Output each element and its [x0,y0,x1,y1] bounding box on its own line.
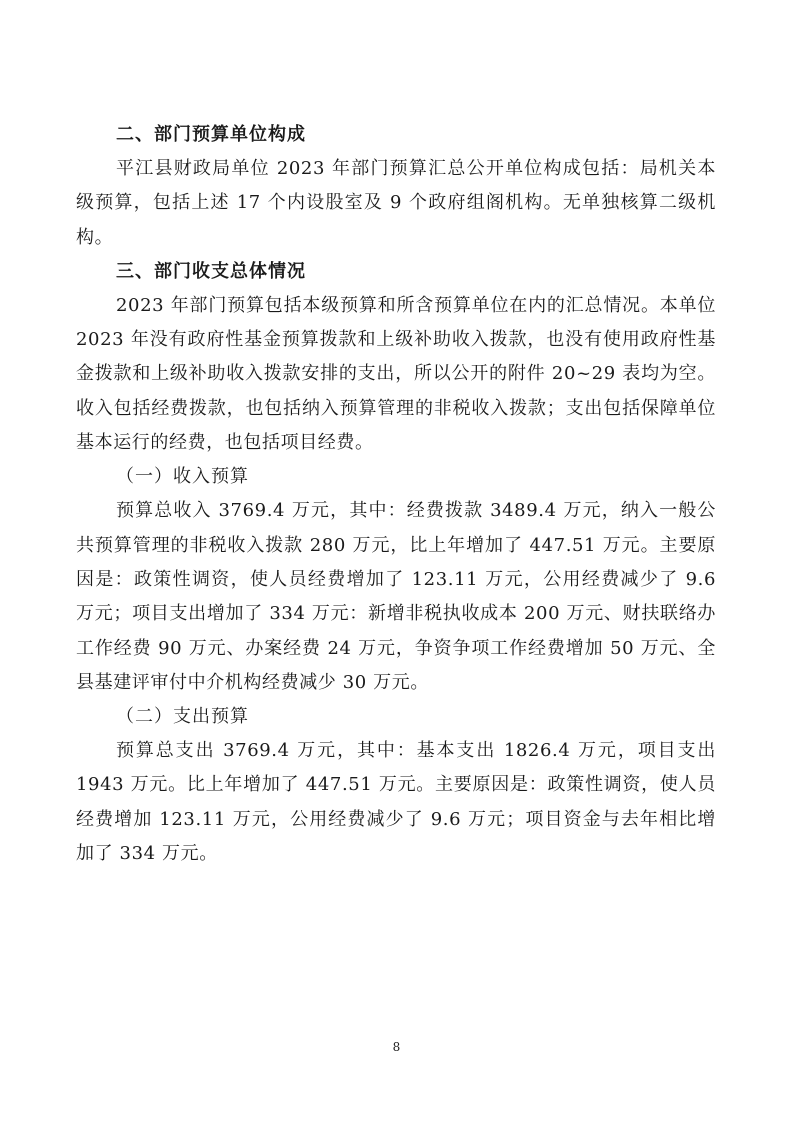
sub-heading-expenditure-budget: （二）支出预算 [116,706,249,728]
paragraph-income-budget: 预算总收入 3769.4 万元，其中：经费拨款 3489.4 万元，纳入一般公共预算管理的非税收入拨款 280 万元，比上年增加了 447.51 万元。主要原因是：政策性调资，使人员经费增加了 123.11 万元，公用经费减少了 9.6 万元；项目支出增加了 334 万元：新增非税执收成本 200 万元、财扶联络办工作经费 90 万元、办案经费 24 万元，争资争项工作经费增加 50 万元、全县基建评审付中介机构经费减少 30 万元。 [76,500,716,693]
page-number: 8 [392,1040,401,1054]
paragraph-unit-composition: 平江县财政局单位 2023 年部门预算汇总公开单位构成包括：局机关本级预算，包括上述 17 个内设股室及 9 个政府组阁机构。无单独核算二级机构。 [76,158,716,248]
section-heading-unit-composition: 二、部门预算单位构成 [116,124,306,145]
paragraph-overall: 2023 年部门预算包括本级预算和所含预算单位在内的汇总情况。本单位 2023 年没有政府性基金预算拨款和上级补助收入拨款，也没有使用政府性基金拨款和上级补助收入拨款安排的支出，所以公开的附件 20~29 表均为空。收入包括经费拨款，也包括纳入预算管理的非税收入拨款；支出包括保障单位基本运行的经费，也包括项目经费。 [76,294,716,454]
section-heading-overall: 三、部门收支总体情况 [116,260,306,282]
sub-heading-income-budget: （一）收入预算 [116,466,249,488]
page-content [76,118,716,871]
paragraph-expenditure-budget: 预算总支出 3769.4 万元，其中：基本支出 1826.4 万元，项目支出 1943 万元。比上年增加了 447.51 万元。主要原因是：政策性调资，使人员经费增加 123.11 万元，公用经费减少了 9.6 万元；项目资金与去年相比增加了 334 万元。 [76,740,716,865]
